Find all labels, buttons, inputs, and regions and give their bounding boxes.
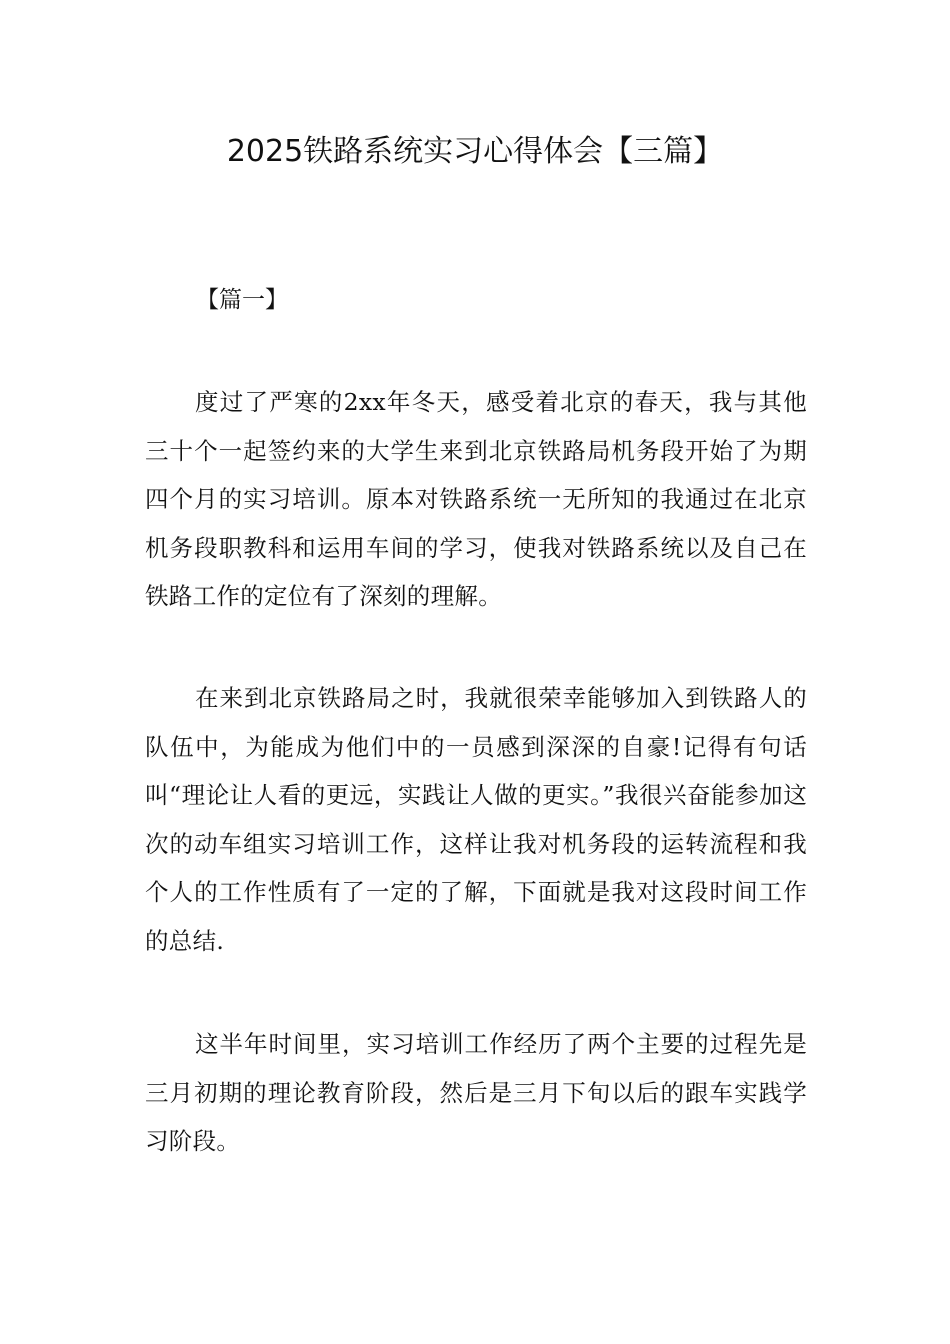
paragraph-3: 这半年时间里，实习培训工作经历了两个主要的过程先是三月初期的理论教育阶段，然后是三月下旬以后的跟车实践学习阶段。 <box>145 1030 807 1155</box>
paragraph-2: 在来到北京铁路局之时，我就很荣幸能够加入到铁路人的队伍中，为能成为他们中的一员感到深深的自豪!记得有句话叫“理论让人看的更远，实践让人做的更实。”我很兴奋能参加这次的动车组实习培训工作，这样让我对机务段的运转流程和我个人的工作性质有了一定的了解，下面就是我对这段时间工作的总结. <box>145 684 807 955</box>
document-title: 2025铁路系统实习心得体会【三篇】 <box>226 134 724 169</box>
section-label: 【篇一】 <box>196 287 288 313</box>
paragraph-1: 度过了严寒的2xx年冬天，感受着北京的春天，我与其他三十个一起签约来的大学生来到北京铁路局机务段开始了为期四个月的实习培训。原本对铁路系统一无所知的我通过在北京机务段职教科和运用车间的学习，使我对铁路系统以及自己在铁路工作的定位有了深刻的理解。 <box>145 388 807 610</box>
